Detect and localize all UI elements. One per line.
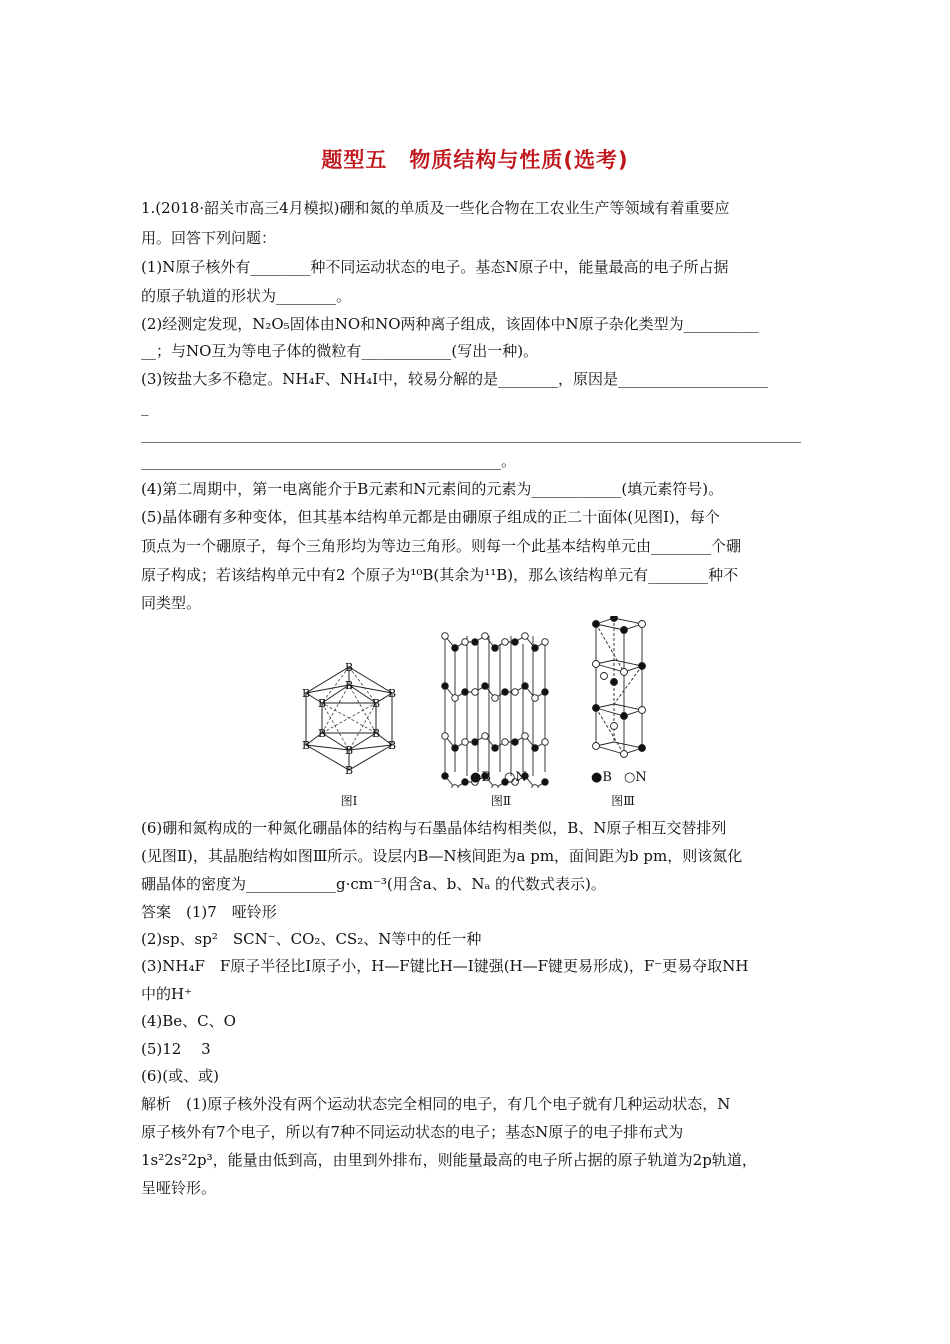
atom-marker [532, 745, 539, 752]
analysis-line: 呈哑铃形。 [141, 1179, 217, 1197]
answer-line: (2)sp、sp² SCN⁻、CO₂、CS₂、N等中的任一种 [141, 930, 482, 948]
svg-text:B: B [301, 739, 311, 752]
svg-text:B: B [344, 764, 354, 775]
icosahedron-figure [292, 655, 407, 775]
svg-text:B: B [317, 697, 327, 710]
question-line: 用。回答下列问题： [141, 229, 277, 247]
question-line: _ [141, 398, 149, 416]
question-line: (3)铵盐大多不稳定。NH₄F、NH₄I中，较易分解的是________，原因是____________________ [141, 370, 769, 388]
atom-marker [502, 639, 509, 646]
question-line: (2)经测定发现，N₂O₅固体由NO和NO两种离子组成，该固体中N原子杂化类型为__________ [141, 315, 759, 333]
unit-cell-figure [584, 616, 664, 766]
answer-line: 中的H⁺ [141, 985, 192, 1003]
question-line: ________________________________________________。 [141, 452, 517, 470]
atom-marker [492, 645, 499, 652]
atom-marker [502, 739, 509, 746]
question-line: (1)N原子核外有________种不同运动状态的电子。基态N原子中，能量最高的电子所占据 [141, 258, 729, 276]
atom-marker [472, 639, 479, 646]
question-line: 原子构成；若该结构单元中有2 个原子为¹⁰B(其余为¹¹B)，那么该结构单元有________种不 [141, 566, 739, 584]
atom-marker [442, 633, 449, 640]
answer-line: (5)12 3 [141, 1040, 211, 1058]
atom-marker [452, 745, 459, 752]
atom-marker [472, 739, 479, 746]
question-line: 硼晶体的密度为____________g·cm⁻³(用含a、b、Nₐ 的代数式表示)。 [141, 875, 606, 893]
atom-marker [532, 695, 539, 702]
atom-marker [492, 785, 499, 788]
svg-text:B: B [344, 679, 354, 692]
atom-marker [472, 689, 479, 696]
answer-line: (6)(或、或) [141, 1067, 219, 1085]
atom-marker [482, 683, 489, 690]
figure-caption: 图Ⅰ [340, 794, 358, 808]
atom-marker [462, 779, 469, 786]
atom-marker [542, 689, 549, 696]
atom-marker [452, 785, 459, 788]
atom-marker [512, 639, 519, 646]
layered-bn-figure [437, 626, 557, 788]
question-line: (6)硼和氮构成的一种氮化硼晶体的结构与石墨晶体结构相类似，B、N原子相互交替排列 [141, 819, 727, 837]
svg-text:B: B [371, 727, 381, 740]
figure-caption: 图Ⅱ [490, 794, 512, 808]
atom-marker [522, 633, 529, 640]
atom-marker [542, 779, 549, 786]
atom-marker [442, 683, 449, 690]
question-line: (4)第二周期中，第一电离能介于B元素和N元素间的元素为____________(填元素符号)。 [141, 480, 724, 498]
atom-marker [452, 645, 459, 652]
question-line: __；与NO互为等电子体的微粒有____________(写出一种)。 [141, 342, 539, 360]
answer-line: 答案 (1)7 哑铃形 [141, 903, 277, 921]
page-title: 题型五 物质结构与性质(选考) [321, 148, 629, 172]
analysis-line: 1s²2s²2p³，能量由低到高，由里到外排布，则能量最高的电子所占据的原子轨道为2p轨道， [141, 1151, 757, 1169]
atom-marker [522, 683, 529, 690]
legend-b: ●B [470, 770, 491, 785]
atom-marker [542, 639, 549, 646]
answer-line: (3)NH₄F F原子半径比I原子小，H—F键比H—I键强(H—F键更易形成)，F⁻更易夺取NH [141, 957, 749, 975]
figure-caption: 图Ⅲ [611, 794, 635, 808]
question-line: 顶点为一个硼原子，每个三角形均为等边三角形。则每一个此基本结构单元由________个硼 [141, 537, 742, 555]
question-line: 同类型。 [141, 594, 202, 612]
analysis-line: 原子核外有7个电子，所以有7种不同运动状态的电子；基态N原子的电子排布式为 [141, 1123, 684, 1141]
atom-marker [532, 785, 539, 788]
legend-n: ○N [624, 770, 647, 785]
svg-text:B: B [387, 739, 397, 752]
atom-marker [482, 633, 489, 640]
atom-marker [482, 733, 489, 740]
atom-marker [452, 695, 459, 702]
atom-marker [502, 689, 509, 696]
atom-marker [532, 645, 539, 652]
answer-line: (4)Be、C、O [141, 1012, 236, 1030]
atom-marker [462, 689, 469, 696]
analysis-line: 解析 (1)原子核外没有两个运动状态完全相同的电子，有几个电子就有几种运动状态，N [141, 1095, 731, 1113]
atom-marker [442, 773, 449, 780]
svg-text:B: B [344, 661, 354, 674]
legend-b: ●B [591, 770, 612, 785]
atom-marker [442, 733, 449, 740]
question-line: 1.(2018·韶关市高三4月模拟)硼和氮的单质及一些化合物在工农业生产等领域有着重要应 [141, 199, 730, 217]
atom-marker [512, 739, 519, 746]
question-line: (5)晶体硼有多种变体，但其基本结构单元都是由硼原子组成的正二十面体(见图Ⅰ)，每个 [141, 508, 720, 526]
svg-text:B: B [387, 687, 397, 700]
legend-n: ○N [504, 770, 527, 785]
atom-marker [542, 739, 549, 746]
question-line: (见图Ⅱ)，其晶胞结构如图Ⅲ所示。设层内B—N核间距为a pm，面间距为b pm，则该氮化 [141, 847, 743, 865]
svg-text:B: B [371, 697, 381, 710]
svg-text:B: B [317, 727, 327, 740]
svg-text:B: B [301, 687, 311, 700]
atom-marker [522, 733, 529, 740]
svg-text:B: B [344, 744, 354, 757]
question-line: 的原子轨道的形状为________。 [141, 287, 352, 305]
question-line: ________________________________________________________________________________________ [141, 425, 801, 443]
atom-marker [462, 639, 469, 646]
atom-marker [492, 745, 499, 752]
atom-marker [512, 689, 519, 696]
atom-marker [462, 739, 469, 746]
atom-marker [492, 695, 499, 702]
